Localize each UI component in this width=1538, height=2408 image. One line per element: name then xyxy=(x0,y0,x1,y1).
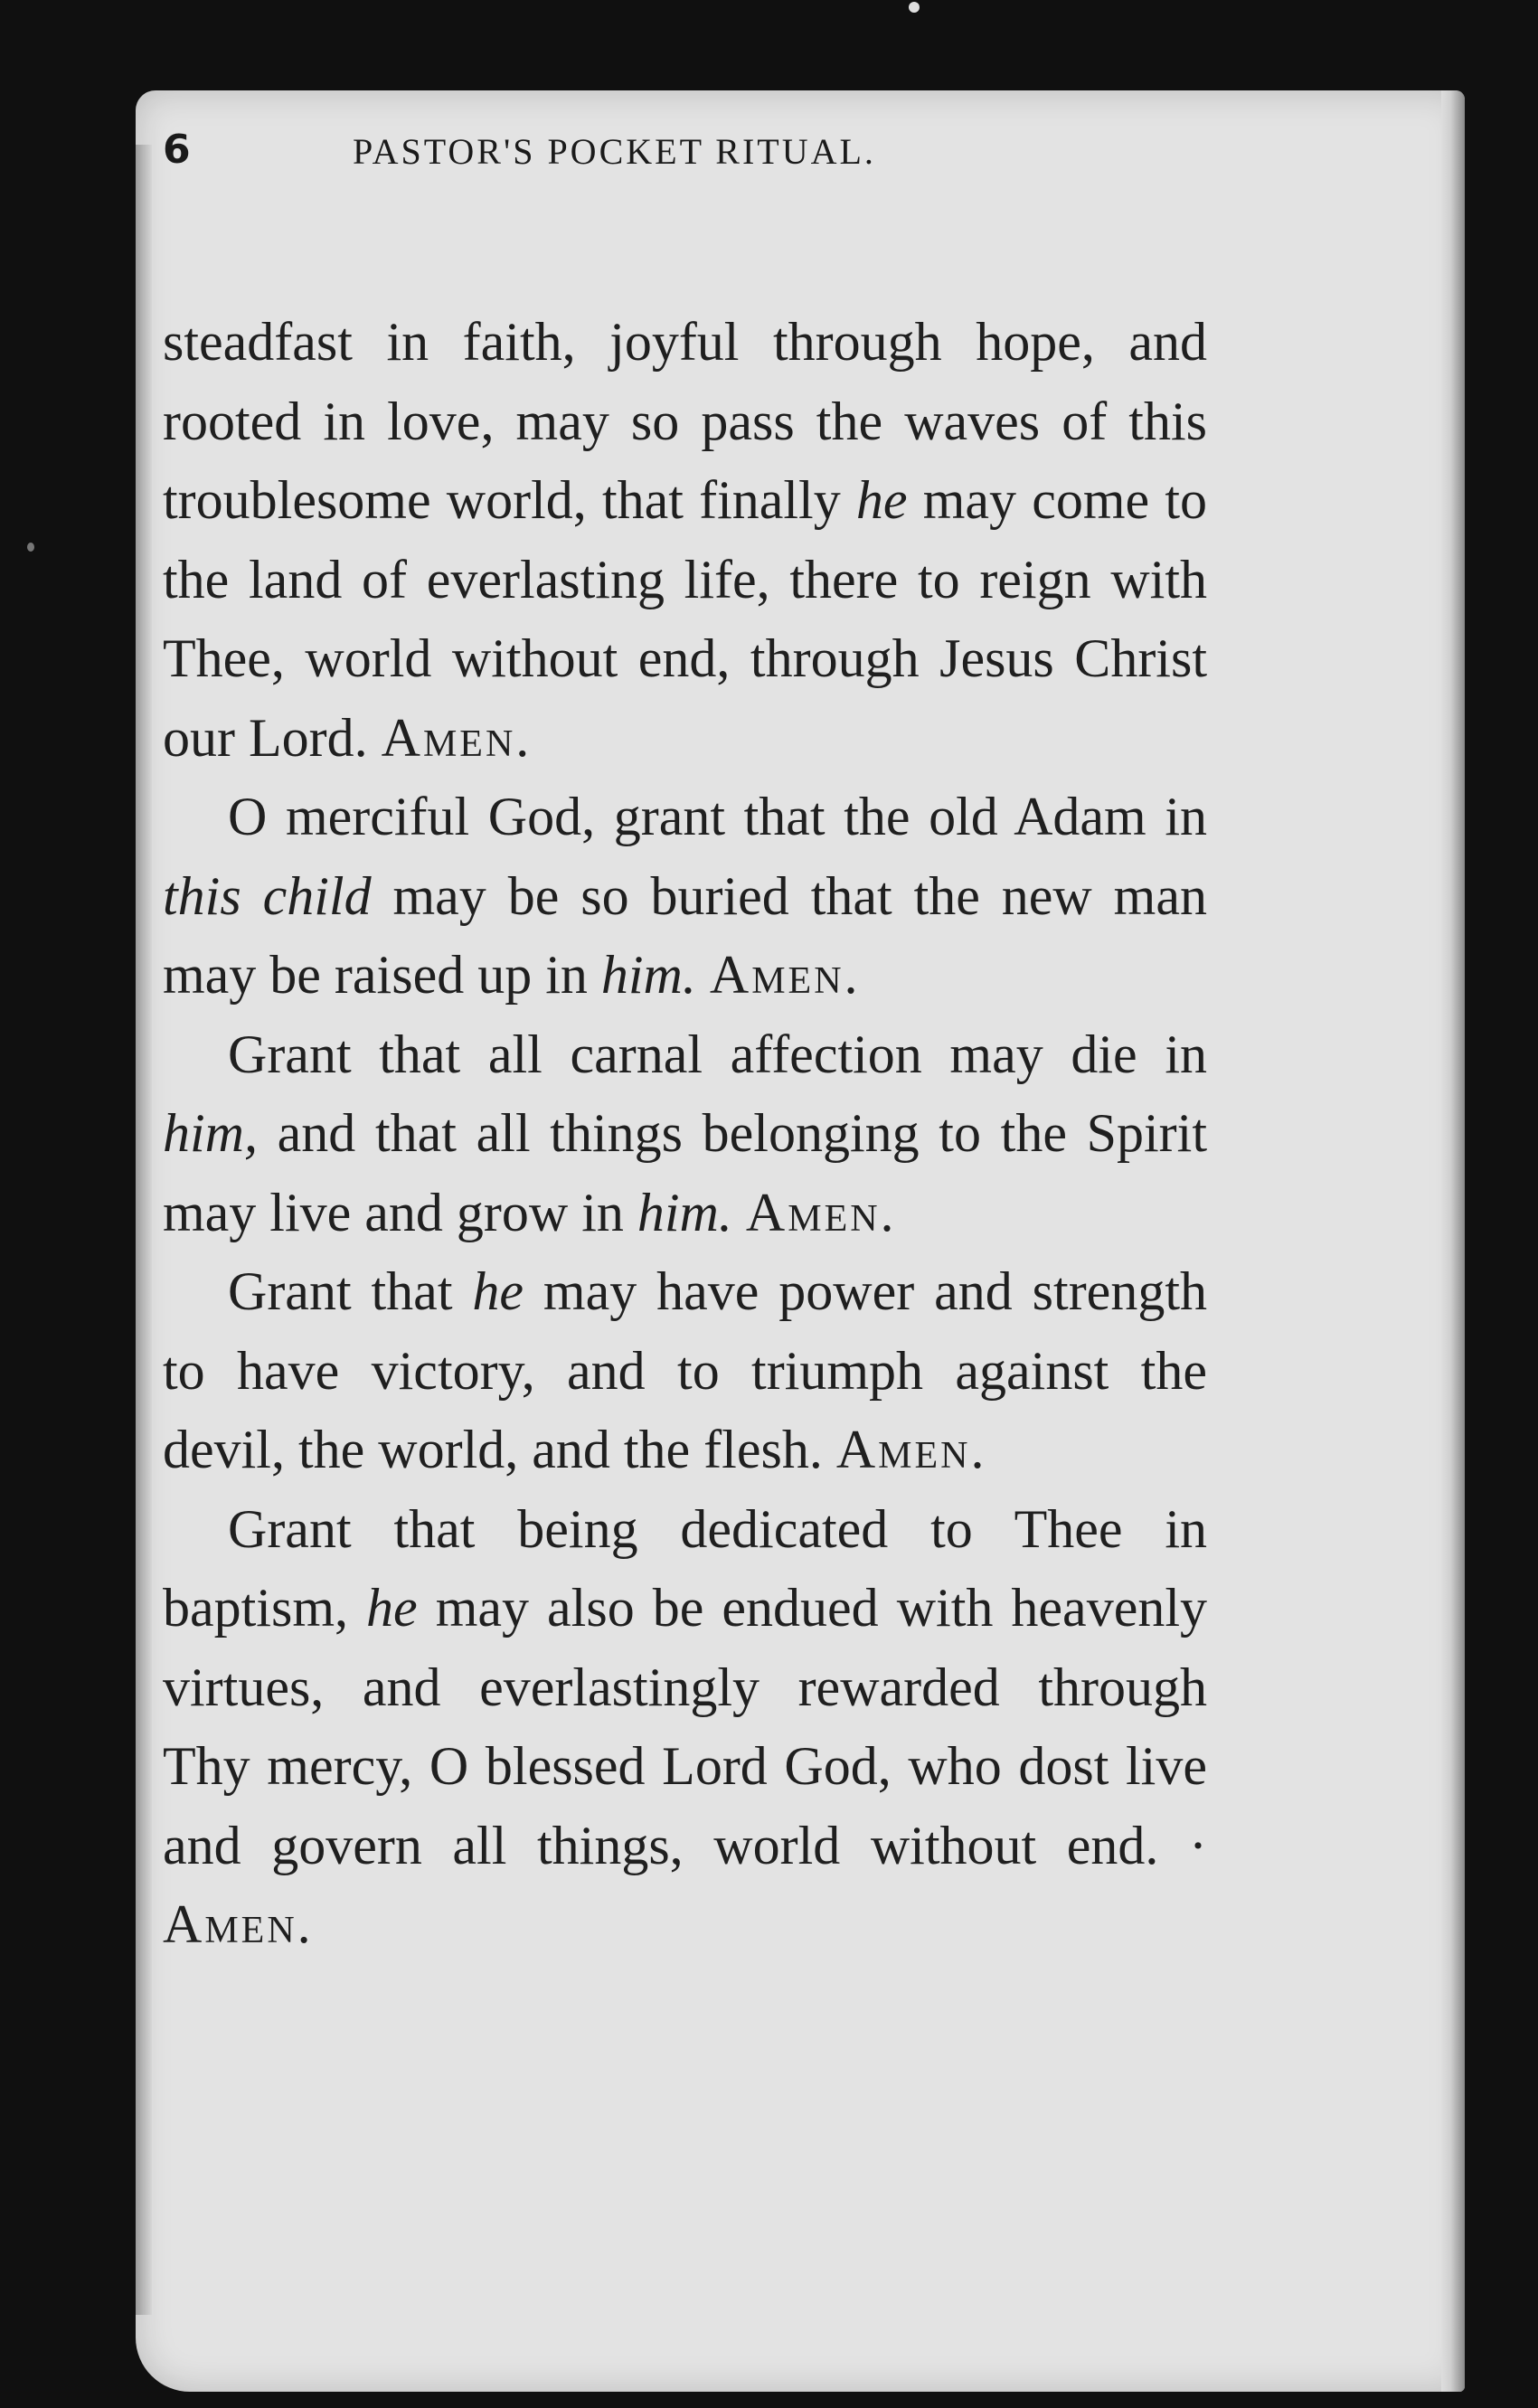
running-title: PASTOR'S POCKET RITUAL. xyxy=(353,131,876,172)
body-text xyxy=(163,303,1207,1965)
text-run xyxy=(732,1183,746,1242)
text-run: may be so buried that the new man may be raised up in xyxy=(163,865,1207,1005)
page-left-edge xyxy=(136,145,152,2315)
amen-response: Amen. xyxy=(709,945,861,1005)
italic-word: him. xyxy=(600,945,696,1005)
italic-word: he xyxy=(472,1261,524,1321)
amen-response: Amen. xyxy=(381,707,533,768)
amen-response: Amen. xyxy=(835,1420,987,1479)
text-run: may come to the land of everlasting life, there to reign with Thee, world without end, through Jesus Christ our Lord. xyxy=(163,470,1207,768)
text-run: Grant that xyxy=(228,1261,473,1321)
italic-word: he xyxy=(366,1578,418,1638)
paragraph xyxy=(163,778,1207,1015)
paragraph xyxy=(163,1490,1207,1965)
dust-speck xyxy=(909,2,920,13)
page-number: 6 xyxy=(163,127,191,173)
paragraph xyxy=(163,303,1207,778)
paragraph xyxy=(163,1015,1207,1253)
paragraph xyxy=(163,1252,1207,1490)
italic-word: him. xyxy=(637,1182,732,1242)
amen-response: Amen. xyxy=(745,1182,897,1242)
text-run: O merciful God, grant that the old Adam in xyxy=(228,787,1207,846)
italic-word: him, xyxy=(163,1103,258,1163)
text-run: may have power and strength to have victory, and to triumph against the devil, the world, and the flesh. xyxy=(163,1261,1207,1479)
italic-word: he xyxy=(855,470,908,530)
text-run: and that all things belonging to the Spirit may live and grow in xyxy=(163,1103,1207,1242)
text-run: steadfast in faith, joyful through hope, and rooted in love, may so pass the waves of this troublesome world, that finally xyxy=(163,312,1207,530)
page-right-edge xyxy=(1441,90,1465,2392)
text-run: Grant that all carnal affection may die in xyxy=(228,1024,1207,1084)
dust-speck xyxy=(27,543,34,552)
page-header xyxy=(163,127,1203,199)
text-run: may also be endued with heavenly virtues, and everlastingly rewarded through Thy mercy, O blessed Lord God, who dost live and govern all things, world without end. · xyxy=(163,1578,1207,1875)
amen-response: Amen. xyxy=(163,1894,314,1954)
italic-word: this child xyxy=(163,865,372,926)
text-run: Grant that being dedicated to Thee in baptism, xyxy=(163,1498,1207,1638)
text-run xyxy=(696,945,710,1005)
